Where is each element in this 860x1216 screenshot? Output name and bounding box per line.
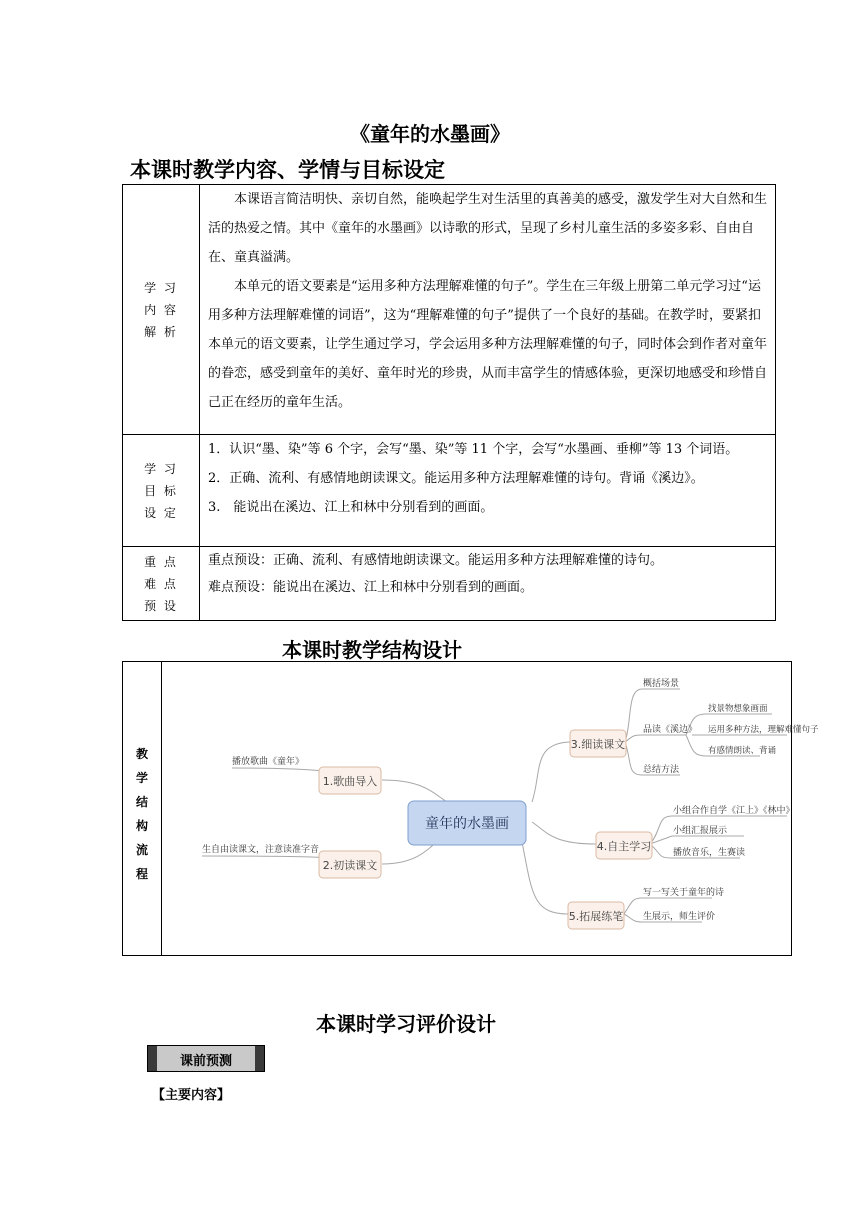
key-point-item: 重点预设：正确、流利、有感情地朗读课文。能运用多种方法理解难懂的诗句。	[208, 553, 664, 568]
section-title-structure: 本课时教学结构设计	[282, 638, 462, 662]
analysis-paragraph: 本课语言简洁明快、亲切自然，能唤起学生对生活里的真善美的感受，激发学生对大自然和生活的热爱之情。其中《童年的水墨画》以诗歌的形式，呈现了乡村儿童生活的多姿多彩、自由自在、童真溢满。	[208, 192, 768, 265]
leaf-find-scenery: 找景物想象画面	[708, 704, 768, 714]
section-title-evaluation: 本课时学习评价设计	[316, 1012, 496, 1036]
node-first-reading-label: 2.初读课文	[322, 859, 378, 872]
leaf-group-report: 小组汇报展示	[673, 826, 728, 836]
goal-item: 3. 能说出在溪边、江上和林中分别看到的画面。	[208, 500, 494, 515]
goal-item: 1．认识“墨、染”等 6 个字，会写“墨、染”等 11 个字，会写“水墨画、垂柳”等 13 个词语。	[208, 442, 739, 457]
node-close-reading-label: 3.细读课文	[570, 738, 626, 751]
leaf-recite: 有感情朗读、背诵	[708, 746, 777, 756]
badge-label: 课前预测	[179, 1054, 232, 1069]
row-label-content-analysis: 学 习 内 容 解 析	[123, 185, 200, 435]
leaf-free-reading: 生自由读课文，注意读准字音	[202, 845, 320, 855]
node-song-intro-label: 1.歌曲导入	[322, 775, 378, 788]
leaf-group-study: 小组合作自学《江上》《林中》	[673, 806, 795, 816]
center-node-label: 童年的水墨画	[425, 816, 509, 832]
document-title: 《童年的水墨画》	[350, 122, 510, 146]
learning-goals-text	[200, 435, 776, 547]
section-title-goals: 本课时教学内容、学情与目标设定	[130, 158, 445, 182]
leaf-write-poem: 写一写关于童年的诗	[643, 888, 725, 898]
goal-item: 2．正确、流利、有感情地朗读课文。能运用多种方法理解难懂的诗句。背诵《溪边》。	[208, 471, 704, 486]
leaf-summarize-scene: 概括场景	[643, 679, 680, 689]
pre-class-badge	[147, 1045, 265, 1072]
key-points-text	[200, 547, 776, 621]
node-self-study-label: 4.自主学习	[596, 840, 652, 853]
analysis-paragraph: 本单元的语文要素是“运用多种方法理解难懂的句子”。学生在三年级上册第二单元学习过“运用多种方法理解难懂的词语”，这为“理解难懂的句子”提供了一个良好的基础。在教学时，要紧扣本单元的语文要素，让学生通过学习，学会运用多种方法理解难懂的句子，同时体会到作者对童年的眷恋，感受到童年的美好、童年时光的珍贵，从而丰富学生的情感体验，更深切地感受和珍惜自己正在经历的童年生活。	[208, 279, 768, 410]
leaf-reading-contest: 播放音乐，生赛读	[673, 848, 746, 858]
structure-side-label: 教 学 结 构 流 程	[123, 662, 162, 955]
goals-table	[122, 184, 776, 621]
leaf-play-song: 播放歌曲《童年》	[232, 757, 305, 767]
mind-map	[162, 662, 819, 955]
leaf-show-evaluate: 生展示，师生评价	[643, 912, 716, 922]
node-writing-practice-label: 5.拓展练笔	[568, 910, 624, 923]
table-row-learning-goals	[123, 435, 776, 547]
leaf-read-xibian: 品读《溪边》	[643, 725, 698, 735]
key-point-item: 难点预设：能说出在溪边、江上和林中分别看到的画面。	[208, 580, 534, 595]
main-content-label: 【主要内容】	[152, 1088, 231, 1103]
content-analysis-text	[200, 185, 776, 435]
table-row-key-points	[123, 547, 776, 621]
row-label-learning-goals: 学 习 目 标 设 定	[123, 435, 200, 547]
row-label-key-points: 重 点 难 点 预 设	[123, 547, 200, 621]
leaf-summarize-method: 总结方法	[643, 765, 680, 775]
structure-frame	[122, 661, 819, 956]
table-row-content-analysis	[123, 185, 776, 435]
leaf-understand-sentences: 运用多种方法，理解难懂句子	[708, 725, 819, 735]
